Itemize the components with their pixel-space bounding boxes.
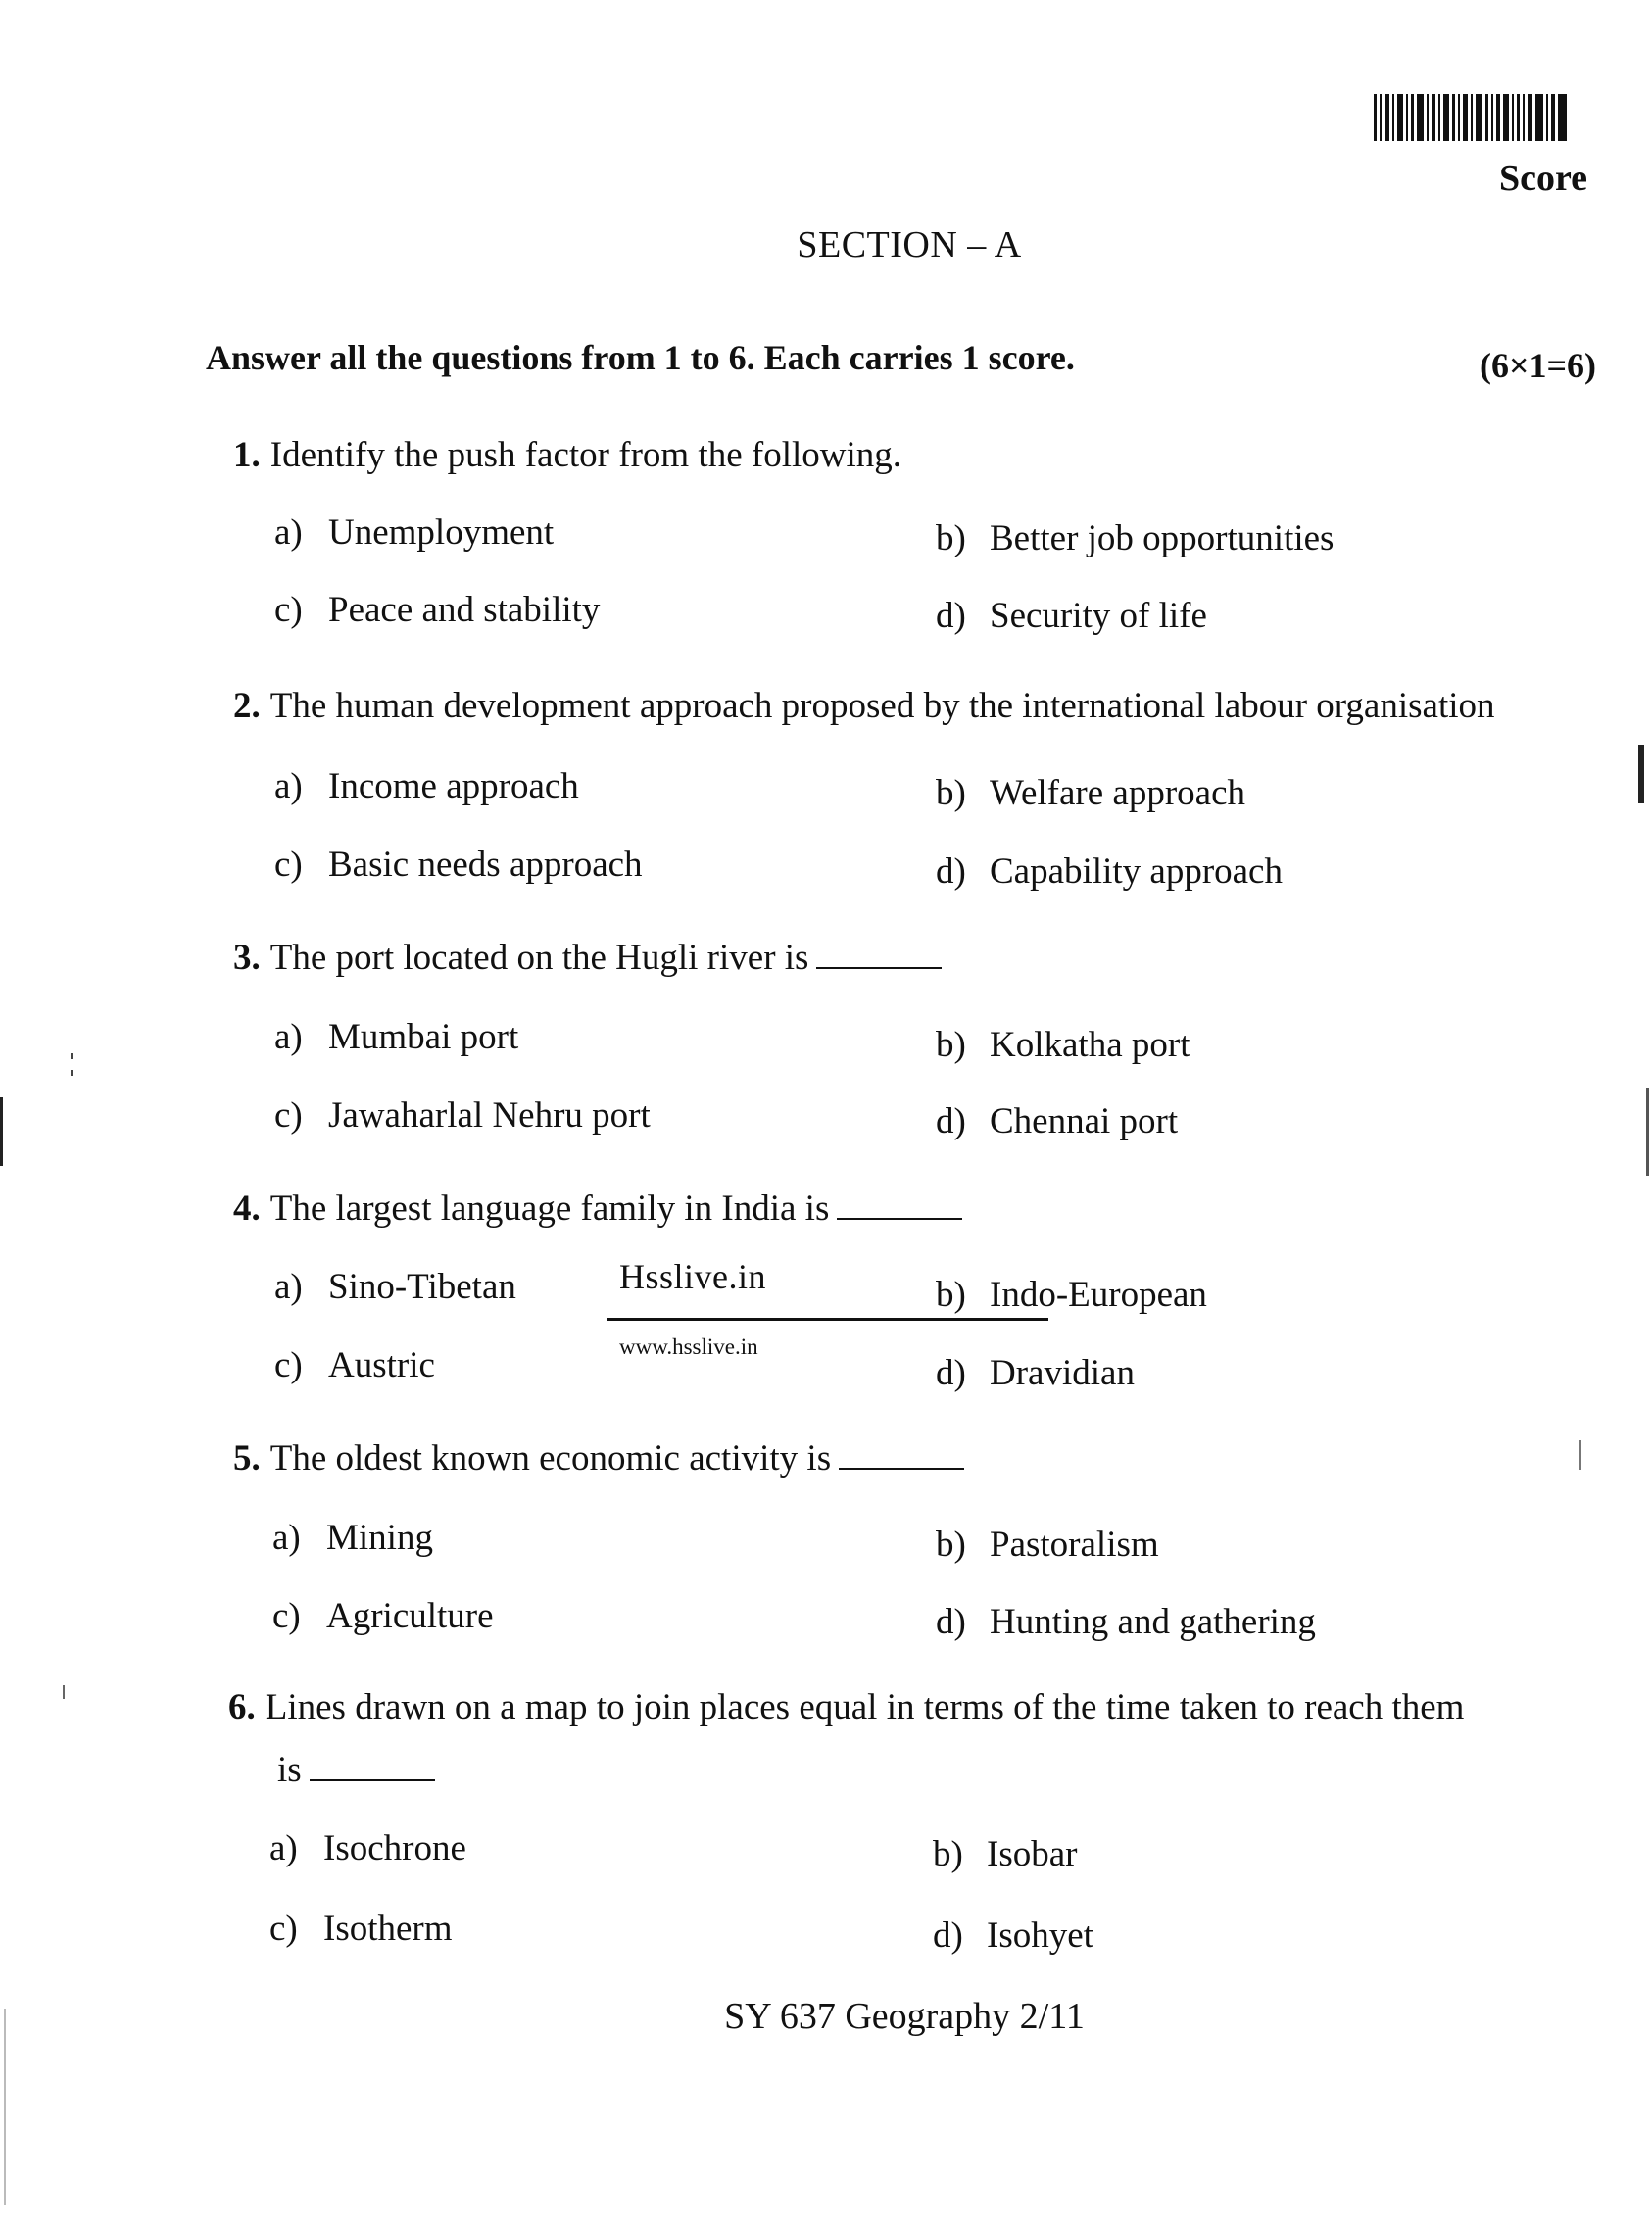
q5-option-b	[936, 1524, 1159, 1566]
option-text: Income approach	[328, 766, 579, 806]
question-6-continued	[277, 1750, 435, 1788]
question-1	[233, 437, 901, 473]
q3-option-c	[274, 1094, 651, 1137]
q3-option-b	[936, 1024, 1190, 1066]
option-text: Basic needs approach	[328, 845, 643, 885]
option-text: Isohyet	[987, 1915, 1093, 1956]
option-letter: c)	[274, 845, 303, 885]
question-text: Lines drawn on a map to join places equal in terms of the time taken to reach them	[265, 1687, 1465, 1727]
option-letter: b)	[936, 773, 966, 813]
question-number: 1.	[233, 435, 261, 475]
q4-option-b	[936, 1274, 1207, 1316]
question-number: 5.	[233, 1438, 261, 1478]
watermark-site: Hsslive.in	[619, 1257, 767, 1296]
q1-option-a	[274, 511, 554, 554]
option-text: Austric	[328, 1345, 435, 1385]
q2-option-c	[274, 844, 643, 886]
option-text: Pastoralism	[990, 1525, 1159, 1565]
q6-option-d	[933, 1914, 1093, 1957]
option-text: Hunting and gathering	[990, 1602, 1316, 1642]
question-text: The largest language family in India is	[269, 1188, 830, 1229]
option-letter: a)	[274, 512, 303, 553]
option-letter: b)	[936, 518, 966, 558]
question-number: 3.	[233, 938, 261, 978]
q6-option-b	[933, 1833, 1077, 1875]
watermark-url: www.hsslive.in	[619, 1334, 758, 1359]
option-letter: a)	[274, 766, 303, 806]
q5-option-c	[272, 1595, 494, 1637]
option-text: Unemployment	[328, 512, 555, 553]
question-6	[228, 1689, 1464, 1725]
q2-option-d	[936, 850, 1283, 893]
option-text: Dravidian	[990, 1353, 1135, 1393]
option-text: Jawaharlal Nehru port	[328, 1095, 651, 1136]
question-number: 4.	[233, 1188, 261, 1229]
q1-option-d	[936, 595, 1207, 637]
option-text: Peace and stability	[328, 590, 601, 630]
option-letter: d)	[936, 851, 966, 892]
question-text: The oldest known economic activity is	[269, 1438, 832, 1478]
question-text: The human development approach proposed by the international labour organisation	[269, 686, 1495, 726]
option-letter: d)	[936, 1353, 966, 1393]
marks-allocation: (6×1=6)	[1480, 346, 1597, 385]
option-text: Isochrone	[323, 1828, 466, 1868]
q1-option-c	[274, 589, 600, 631]
question-number: 2.	[233, 686, 261, 726]
option-letter: b)	[936, 1025, 966, 1065]
q4-option-d	[936, 1352, 1135, 1394]
option-letter: a)	[274, 1017, 303, 1057]
q5-option-a	[272, 1517, 433, 1559]
option-letter: c)	[274, 1345, 303, 1385]
q6-option-a	[269, 1827, 466, 1869]
option-text: Indo-European	[990, 1275, 1207, 1315]
option-text: Welfare approach	[990, 773, 1245, 813]
option-letter: b)	[936, 1275, 966, 1315]
option-text: Capability approach	[990, 851, 1283, 892]
q1-option-b	[936, 517, 1334, 559]
section-title: SECTION – A	[797, 224, 1022, 266]
option-letter: b)	[936, 1525, 966, 1565]
answer-blank	[816, 938, 942, 969]
watermark-underline	[607, 1318, 1048, 1321]
question-5	[233, 1438, 964, 1477]
option-text: Sino-Tibetan	[328, 1267, 516, 1307]
question-3	[233, 938, 942, 976]
question-text: Identify the push factor from the following.	[269, 435, 901, 475]
option-text: Isotherm	[323, 1909, 453, 1949]
option-letter: d)	[936, 1101, 966, 1141]
option-letter: d)	[933, 1915, 963, 1956]
answer-blank	[837, 1188, 962, 1220]
question-text-continued: is	[277, 1750, 302, 1790]
option-text: Kolkatha port	[990, 1025, 1190, 1065]
option-letter: d)	[936, 1602, 966, 1642]
q4-option-a	[274, 1266, 516, 1308]
q5-option-d	[936, 1601, 1316, 1643]
question-number: 6.	[228, 1687, 256, 1727]
option-text: Mumbai port	[328, 1017, 519, 1057]
option-text: Chennai port	[990, 1101, 1179, 1141]
option-text: Security of life	[990, 596, 1207, 636]
option-text: Mining	[326, 1518, 433, 1558]
option-letter: b)	[933, 1834, 963, 1874]
question-4	[233, 1188, 962, 1227]
option-letter: c)	[269, 1909, 298, 1949]
option-letter: a)	[269, 1828, 298, 1868]
option-letter: d)	[936, 596, 966, 636]
question-text: The port located on the Hugli river is	[269, 938, 809, 978]
q3-option-d	[936, 1100, 1178, 1142]
q3-option-a	[274, 1016, 518, 1058]
instruction-text: Answer all the questions from 1 to 6. Each carries 1 score.	[206, 338, 1075, 377]
q2-option-a	[274, 765, 579, 807]
answer-blank	[839, 1438, 964, 1470]
question-2	[233, 688, 1495, 724]
barcode	[1374, 94, 1609, 141]
option-letter: a)	[274, 1267, 303, 1307]
option-letter: c)	[274, 1095, 303, 1136]
option-text: Agriculture	[326, 1596, 494, 1636]
q2-option-b	[936, 772, 1245, 814]
answer-blank	[310, 1750, 435, 1781]
score-label: Score	[1499, 158, 1588, 199]
option-letter: a)	[272, 1518, 301, 1558]
q6-option-c	[269, 1908, 453, 1950]
q4-option-c	[274, 1344, 435, 1386]
option-text: Better job opportunities	[990, 518, 1335, 558]
option-letter: c)	[274, 590, 303, 630]
option-letter: c)	[272, 1596, 301, 1636]
page-footer: SY 637 Geography 2/11	[724, 1996, 1085, 2037]
option-text: Isobar	[987, 1834, 1078, 1874]
